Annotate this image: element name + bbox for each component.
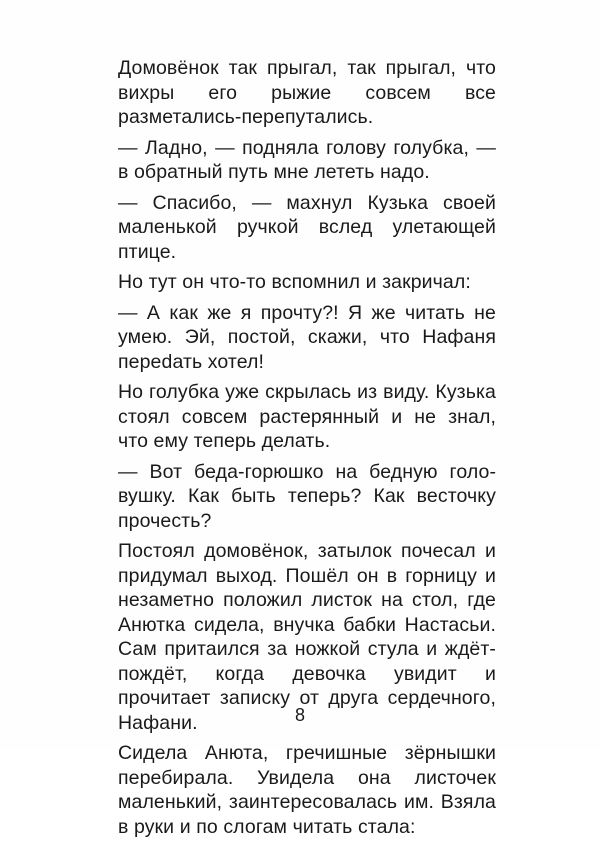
- paragraph: Сидела Анюта, гречишные зёрнышки перебирала. Увидела она листочек маленький, заинтересовалась им. Взяла в руки и по слогам читать стала:: [118, 742, 496, 838]
- paragraph: Но голубка уже скрылась из виду. Кузька стоял совсем растерянный и не знал, что ему теперь делать.: [118, 381, 496, 452]
- paragraph: — Спасибо, — махнул Кузька своей маленькой ручкой вслед улетающей птице.: [118, 191, 496, 263]
- paragraph: — А как же я прочту?! Я же читать не умею. Эй, постой, скажи, что Нафаня переdать хотел!: [118, 301, 496, 373]
- page-number: 8: [294, 705, 305, 725]
- story-text: [118, 56, 496, 845]
- paragraph: — Вот беда-горюшко на бедную головушку. Как быть теперь? Как весточку прочесть?: [118, 460, 496, 532]
- paragraph: Домовёнок так прыгал, так прыгал, что вихры его рыжие совсем все разметались-перепутались.: [118, 57, 496, 128]
- paragraph: Но тут он что-то вспомнил и закричал:: [118, 271, 471, 293]
- paragraph: Постоял домовёнок, затылок почесал и придумал выход. Пошёл он в горницу и незаметно положил листок на стол, где Анютка сидела, внучка бабки Настасьи. Сам притаился за ножкой стула и ждёт-пождёт, когда девочка увидит и прочитает записку от друга сердечного, Нафани.: [118, 540, 496, 734]
- paragraph: — Ладно, — подняла голову голубка, — в обратный путь мне лететь надо.: [118, 136, 496, 183]
